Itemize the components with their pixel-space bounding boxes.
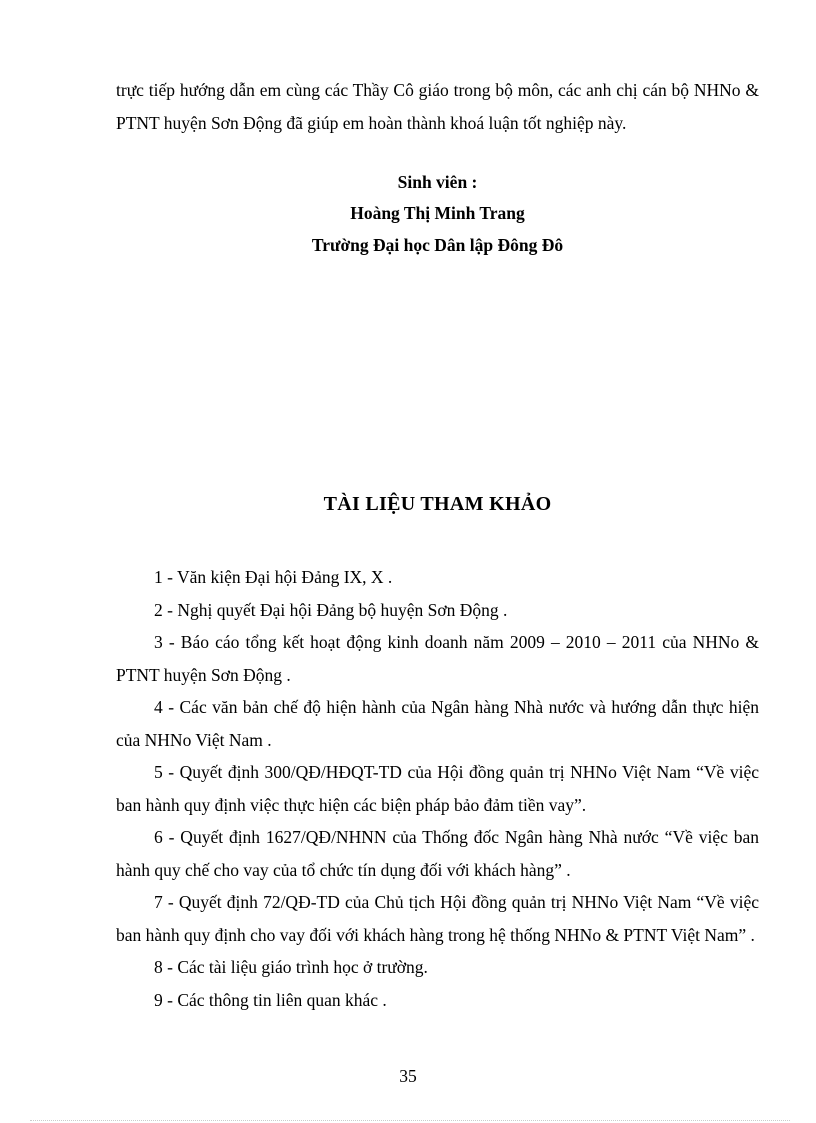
acknowledgement-paragraph: trực tiếp hướng dẫn em cùng các Thầy Cô giáo trong bộ môn, các anh chị cán bộ NHNo & PTNT huyện Sơn Động đã giúp em hoàn thành khoá luận tốt nghiệp này. <box>116 80 759 133</box>
reference-item: 4 - Các văn bản chế độ hiện hành của Ngân hàng Nhà nước và hướng dẫn thực hiện của NHNo Việt Nam . <box>116 697 759 750</box>
reference-item: 2 - Nghị quyết Đại hội Đảng bộ huyện Sơn Động . <box>154 599 508 620</box>
page-number: 35 <box>399 1066 417 1086</box>
reference-item: 6 - Quyết định 1627/QĐ/NHNN của Thống đốc Ngân hàng Nhà nước “Về việc ban hành quy chế cho vay của tổ chức tín dụng đối với khách hàng” . <box>116 827 759 880</box>
reference-item: 1 - Văn kiện Đại hội Đảng IX, X . <box>154 567 393 587</box>
signature-name: Hoàng Thị Minh Trang <box>350 203 525 223</box>
reference-item: 5 - Quyết định 300/QĐ/HĐQT-TD của Hội đồng quản trị NHNo Việt Nam “Về việc ban hành quy định việc thực hiện các biện pháp bảo đảm tiền vay”. <box>116 762 759 815</box>
references-title: TÀI LIỆU THAM KHẢO <box>323 493 552 515</box>
reference-item: 8 - Các tài liệu giáo trình học ở trường. <box>154 957 428 977</box>
reference-item: 7 - Quyết định 72/QĐ-TD của Chủ tịch Hội đồng quản trị NHNo Việt Nam “Về việc ban hành quy định cho vay đối với khách hàng trong hệ thống NHNo & PTNT Việt Nam” . <box>116 892 759 945</box>
references-list <box>116 561 759 1016</box>
reference-item: 9 - Các thông tin liên quan khác . <box>154 989 387 1010</box>
signature-role: Sinh viên : <box>397 172 478 192</box>
reference-item: 3 - Báo cáo tổng kết hoạt động kinh doanh năm 2009 – 2010 – 2011 của NHNo & PTNT huyện Sơn Động . <box>116 632 759 685</box>
page-bottom-divider <box>30 1120 790 1121</box>
signature-school: Trường Đại học Dân lập Đông Đô <box>311 235 564 255</box>
